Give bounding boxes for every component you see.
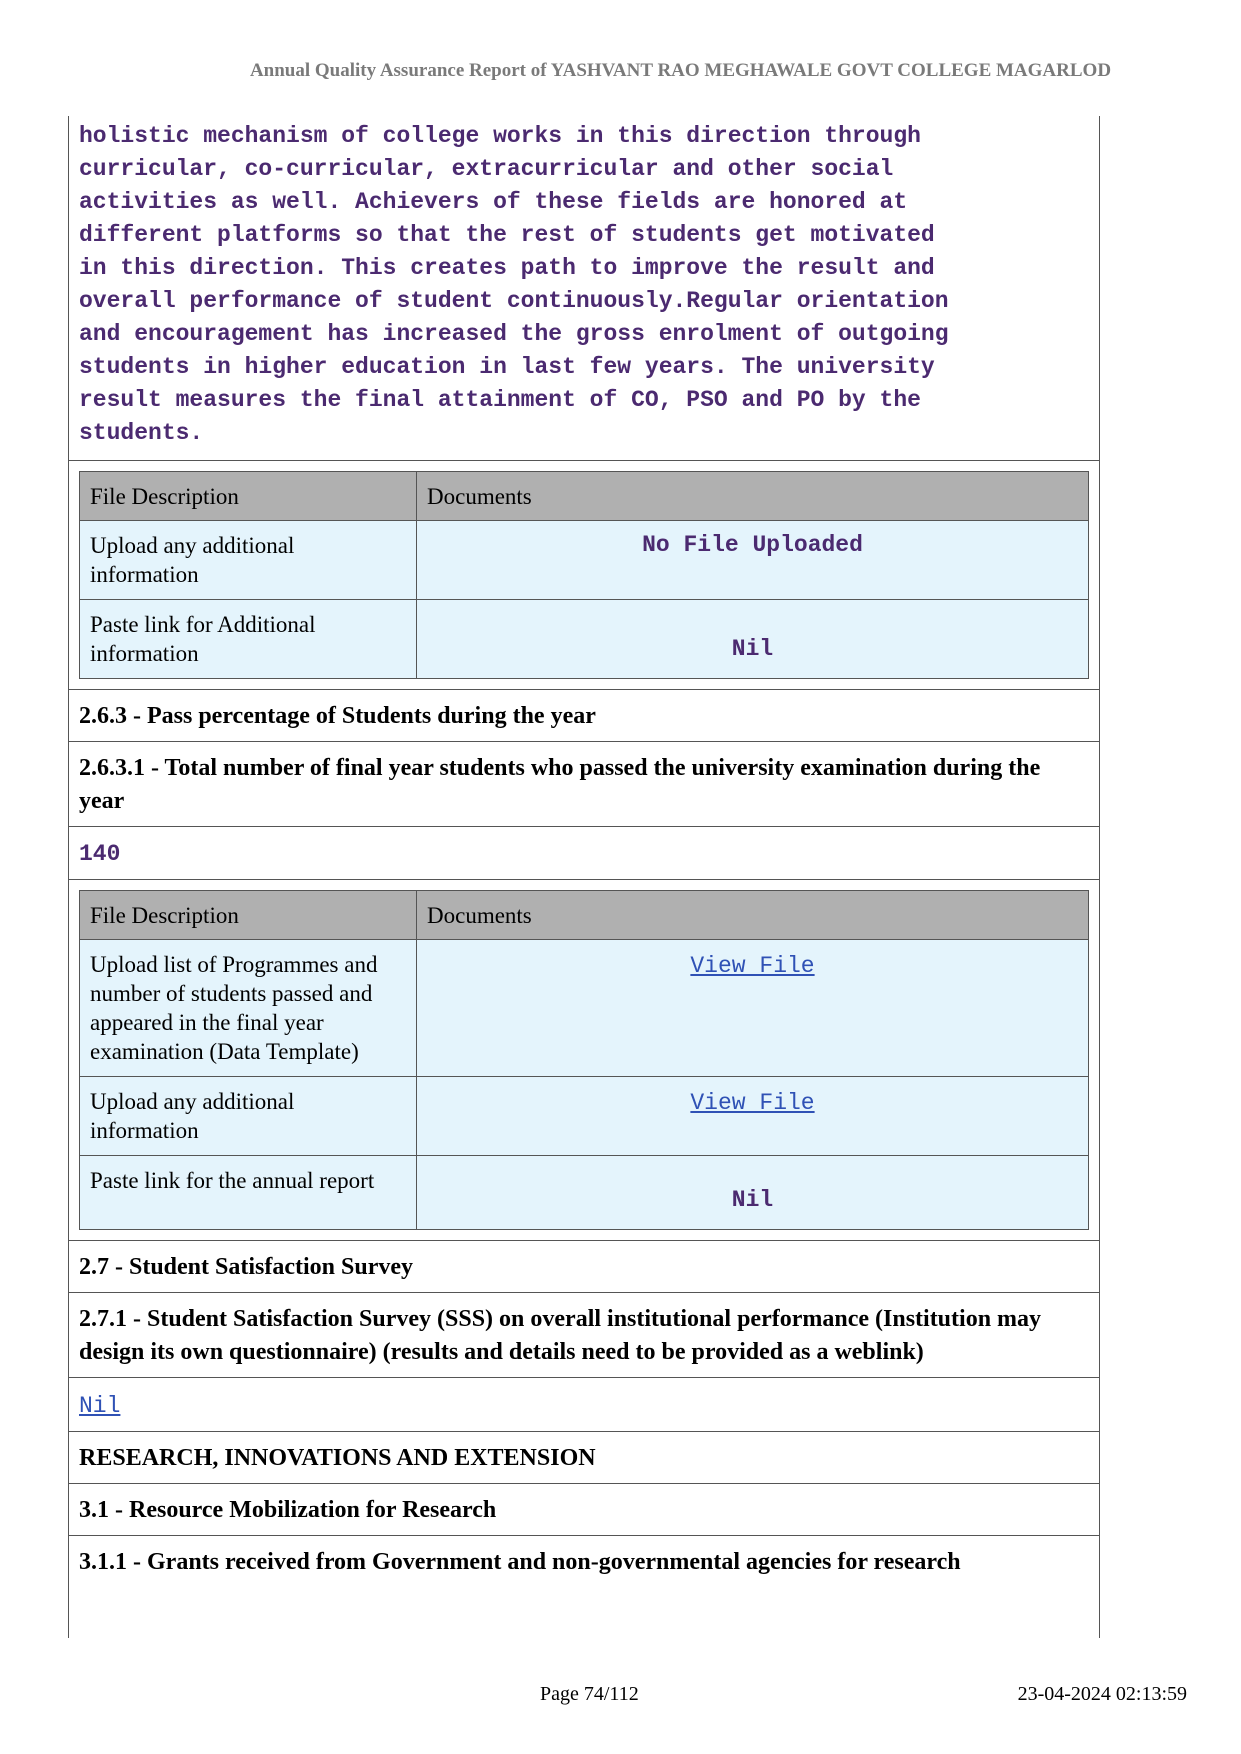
col-file-description: File Description [80,891,417,940]
nil-value: Nil [417,600,1089,679]
section-2-7-title: 2.7 - Student Satisfaction Survey [69,1241,1099,1293]
file-table-2 [79,890,1089,1230]
col-documents: Documents [417,472,1089,521]
section-3-1-1-title: 3.1.1 - Grants received from Government and non-governmental agencies for research [79,1549,961,1575]
view-file-link[interactable]: View File [690,953,815,979]
sss-weblink[interactable]: Nil [79,1393,121,1419]
table-row [80,940,1089,1077]
intro-block [69,116,1099,461]
table-row [80,1156,1089,1230]
table-row [80,600,1089,679]
row-description: Upload list of Programmes and number of students passed and appeared in the final year examination (Data Template) [80,940,417,1077]
page-number: Page 74/112 [540,1683,639,1705]
intro-paragraph: holistic mechanism of college works in this direction through curricular, co-curricular, extracurricular and other social activities as well. Achievers of these fields are honored at different platforms so that the rest of students get motivated in this direction. This creates path to improve the result and overall performance of student continuously.Regular orientation and encouragement has increased the gross enrolment of outgoing students in higher education in last few years. The university result measures the final attainment of CO, PSO and PO by the students. [79,123,949,446]
report-header: Annual Quality Assurance Report of YASHVANT RAO MEGHAWALE GOVT COLLEGE MAGARLOD [249,60,1112,81]
row-description: Upload any additional information [80,1077,417,1156]
generated-datetime: 23-04-2024 02:13:59 [1017,1683,1187,1705]
section-2-7-1-title: 2.7.1 - Student Satisfaction Survey (SSS) on overall institutional performance (Institution may design its own questionnaire) (results and details need to be provided as a weblink) [69,1293,1099,1378]
row-description: Upload any additional information [80,521,417,600]
passed-students-count: 140 [69,827,1099,880]
row-description: Paste link for Additional information [80,600,417,679]
table1-block [69,461,1099,690]
research-section-title: RESEARCH, INNOVATIONS AND EXTENSION [69,1432,1099,1484]
section-2-6-3-title: 2.6.3 - Pass percentage of Students during the year [69,690,1099,742]
nil-value: Nil [417,1156,1089,1230]
table-row [80,521,1089,600]
section-3-1-title: 3.1 - Resource Mobilization for Research [69,1484,1099,1536]
col-file-description: File Description [80,472,417,521]
table-row [80,1077,1089,1156]
no-file-uploaded: No File Uploaded [417,521,1089,600]
table2-block [69,880,1099,1241]
section-2-6-3-1-title: 2.6.3.1 - Total number of final year students who passed the university examination during the year [69,742,1099,827]
row-description: Paste link for the annual report [80,1156,417,1230]
view-file-link[interactable]: View File [690,1090,815,1116]
col-documents: Documents [417,891,1089,940]
table-header-row [80,472,1089,521]
table-header-row [80,891,1089,940]
content-frame [68,116,1100,1638]
file-table-1 [79,471,1089,679]
